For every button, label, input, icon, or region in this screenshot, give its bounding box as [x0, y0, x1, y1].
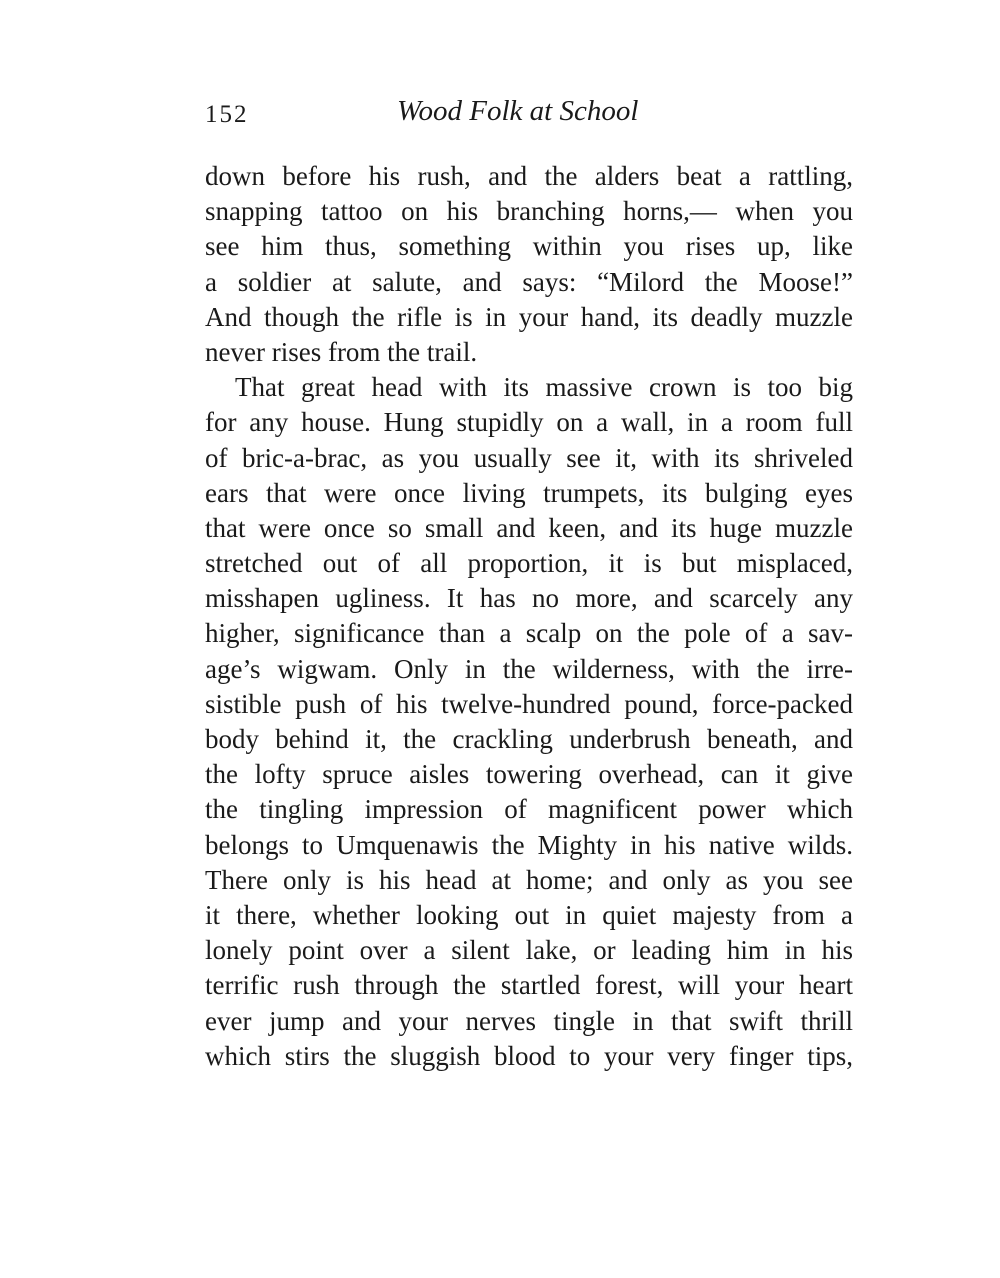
text-line: lonely point over a silent lake, or leading him in his [205, 935, 853, 966]
text-line: stretched out of all proportion, it is but misplaced, [205, 548, 853, 579]
text-line: There only is his head at home; and only as you see [205, 864, 853, 895]
paragraph-2 [205, 370, 853, 1074]
text-line: body behind it, the crackling underbrush beneath, and [205, 724, 853, 754]
text-line: higher, significance than a scalp on the pole of a sav- [205, 618, 853, 649]
text-line: which stirs the sluggish blood to your very finger tips, [205, 1040, 853, 1071]
text-line: for any house. Hung stupidly on a wall, in a room full [205, 407, 853, 438]
text-line: And though the rifle is in your hand, its deadly muzzle [205, 301, 853, 332]
text-line: snapping tattoo on his branching horns,— when you [205, 196, 853, 227]
text-line: that were once so small and keen, and its huge muzzle [205, 512, 853, 543]
text-line: That great head with its massive crown is too big [235, 372, 853, 403]
text-line: a soldier at salute, and says: “Milord the Moose!” [205, 266, 853, 297]
text-line: see him thus, something within you rises up, like [205, 231, 853, 262]
page-number: 152 [205, 101, 249, 128]
text-line: belongs to Umquenawis the Mighty in his native wilds. [205, 829, 853, 860]
text-line: of bric-a-brac, as you usually see it, with its shriveled [205, 442, 853, 473]
body-text [205, 159, 853, 1074]
text-line: age’s wigwam. Only in the wilderness, with the irre- [205, 653, 853, 684]
text-line: the lofty spruce aisles towering overhead, can it give [205, 759, 853, 790]
text-line: misshapen ugliness. It has no more, and scarcely any [205, 583, 853, 614]
text-line: ever jump and your nerves tingle in that swift thrill [205, 1005, 853, 1036]
text-line: never rises from the trail. [205, 336, 478, 367]
text-line: it there, whether looking out in quiet majesty from a [205, 899, 853, 930]
page-header [0, 95, 1000, 140]
text-line: ears that were once living trumpets, its bulging eyes [205, 477, 853, 508]
text-line: sistible push of his twelve-hundred pound, force-packed [205, 688, 853, 719]
text-line: the tingling impression of magnificent power which [205, 794, 853, 825]
text-line: down before his rush, and the alders beat a rattling, [205, 161, 853, 191]
text-line: terrific rush through the startled forest, will your heart [205, 970, 853, 1001]
running-title: Wood Folk at School [397, 95, 639, 127]
paragraph-1 [205, 159, 853, 370]
